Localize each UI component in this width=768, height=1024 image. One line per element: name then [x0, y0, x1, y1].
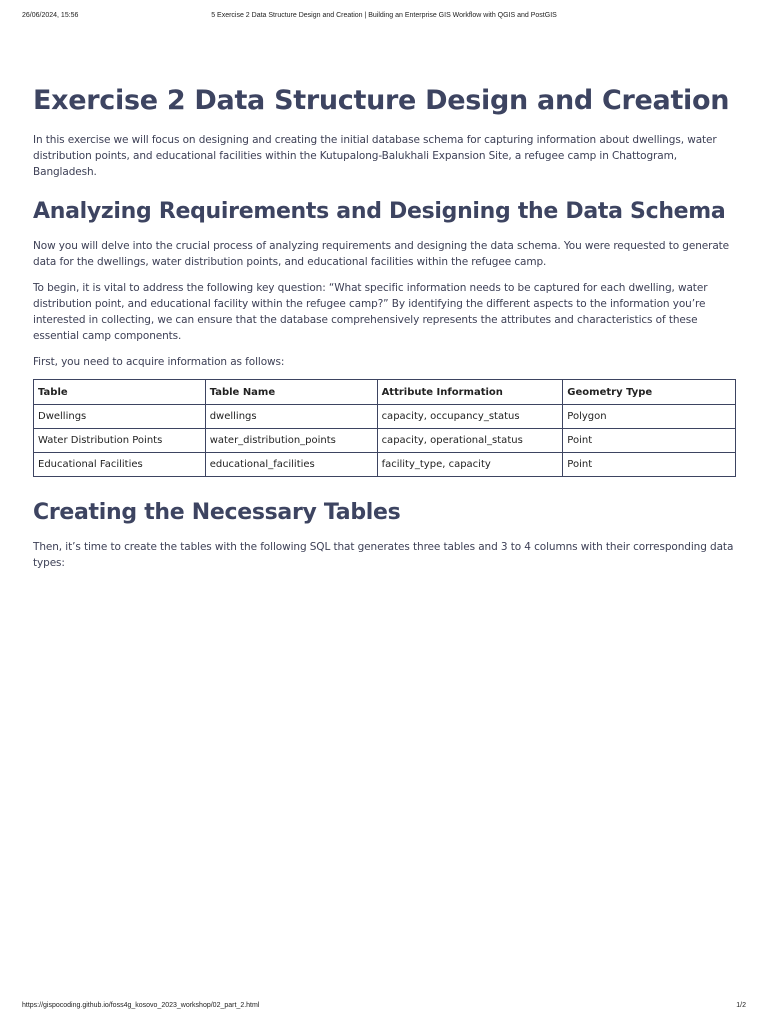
table-cell: facility_type, capacity: [377, 453, 563, 477]
table-row: [34, 429, 736, 453]
print-page-number: 1/2: [736, 1002, 746, 1009]
table-cell: Water Distribution Points: [34, 429, 206, 453]
table-header-cell: Table: [34, 380, 206, 405]
print-datetime: 26/06/2024, 15:56: [22, 12, 79, 19]
print-url: https://gispocoding.github.io/foss4g_kosovo_2023_workshop/02_part_2.html: [22, 1002, 260, 1009]
main-content: [33, 84, 736, 581]
table-row: [34, 405, 736, 429]
requirements-table: [33, 379, 736, 477]
section-heading-analyzing: Analyzing Requirements and Designing the Data Schema: [33, 199, 726, 224]
table-header-cell: Table Name: [205, 380, 377, 405]
section1-paragraph-1: Now you will delve into the crucial process of analyzing requirements and designing the data schema. You were requested to generate data for the dwellings, water distribution points, and educational facilities within the refugee camp.: [33, 240, 730, 268]
table-cell: water_distribution_points: [205, 429, 377, 453]
section-creating-tables: [33, 499, 736, 571]
table-header-cell: Attribute Information: [377, 380, 563, 405]
table-cell: educational_facilities: [205, 453, 377, 477]
section1-paragraph-2: To begin, it is vital to address the following key question: “What specific information needs to be captured for each dwelling, water distribution point, and educational facility within the refugee camp?” By identifying the different aspects to the information you’re interested in collecting, we can ensure that the database comprehensively represents the attributes and characteristics of these essential camp components.: [33, 282, 708, 342]
print-header: [22, 12, 746, 22]
table-cell: Educational Facilities: [34, 453, 206, 477]
print-footer: [22, 1002, 746, 1012]
table-cell: Point: [563, 453, 736, 477]
page-title: Exercise 2 Data Structure Design and Creation: [33, 85, 730, 116]
table-cell: Dwellings: [34, 405, 206, 429]
table-row: [34, 453, 736, 477]
table-cell: Polygon: [563, 405, 736, 429]
print-document-title: 5 Exercise 2 Data Structure Design and Creation | Building an Enterprise GIS Workflow with QGIS and PostGIS: [211, 12, 557, 19]
intro-paragraph: In this exercise we will focus on designing and creating the initial database schema for capturing information about dwellings, water distribution points, and educational facilities within the Kutupalong-Balukhali Expansion Site, a refugee camp in Chattogram, Bangladesh.: [33, 134, 717, 178]
table-header-cell: Geometry Type: [563, 380, 736, 405]
table-header-row: [34, 380, 736, 405]
table-cell: dwellings: [205, 405, 377, 429]
section1-paragraph-3: First, you need to acquire information as follows:: [33, 356, 285, 368]
section2-paragraph-1: Then, it’s time to create the tables with the following SQL that generates three tables and 3 to 4 columns with their corresponding data types:: [33, 541, 734, 569]
section-heading-creating-tables: Creating the Necessary Tables: [33, 500, 401, 525]
table-cell: capacity, operational_status: [377, 429, 563, 453]
table-cell: Point: [563, 429, 736, 453]
table-cell: capacity, occupancy_status: [377, 405, 563, 429]
section-analyzing-requirements: [33, 198, 736, 477]
